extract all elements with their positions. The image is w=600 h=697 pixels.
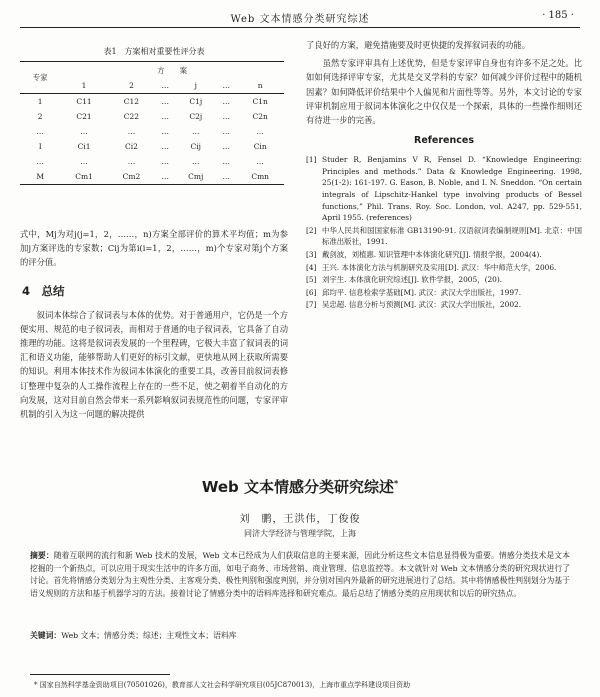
table-col-head: 1 — [60, 78, 107, 94]
reference-item — [306, 154, 582, 224]
table-cell: … — [256, 127, 264, 136]
abstract — [30, 550, 570, 600]
table-cell: … — [192, 127, 200, 136]
abstract-text: 随着互联网的流行和新 Web 技术的发展，Web 文本已经成为人们获取信息的主要来源，因此分析这些文本信息显得极为重要。情感分类技术是文本挖掘的一个新热点，可以应用于现实生活中的许多方面，如电子商务、市场营销、商业管理、信息监控等。本文就针对 Web 文本情感分类的研究现状进行了讨论。首先将情感分类划分为主观性分类、主客观分类、极性判别和强度判别，并分别对国内外最新的研究进展进行了总结。其中将情感极性判别划分为基于语义规则的方法和基于机器学习的方法。接着讨论了情感分类中的语料库选择和研究难点。最后总结了情感分类的应用现状和以后的研究热点。 — [30, 551, 570, 598]
table-cell: … — [216, 169, 236, 185]
table-cell: … — [161, 97, 169, 106]
table-col-head: n — [236, 78, 284, 94]
table-row — [20, 139, 284, 154]
formula-explanation: 式中，Mj为对j(j=1，2，……，n)方案全部评价的算术平均值；m为参加j方案评选的专家数；Cij为第i(i=1，2，……，m)个专家对第j个方案的评分值。 — [20, 229, 288, 268]
reference-number: [1] — [306, 155, 317, 165]
reference-item — [306, 262, 582, 274]
table-cell: 2 — [37, 112, 43, 121]
table-cell: C2n — [252, 112, 268, 121]
reference-number: [2] — [306, 225, 317, 235]
table-cell: C11 — [76, 97, 92, 106]
reference-number: [3] — [306, 249, 317, 259]
reference-text: 戴剑波，刘植惠. 知识管理中本体演化研究[J]. 情报学报，2004(4). — [322, 249, 542, 259]
reference-item — [306, 287, 582, 299]
page-number: · 185 · — [542, 10, 574, 21]
reference-number: [6] — [306, 287, 317, 297]
table-cell: … — [127, 127, 136, 136]
table-row — [20, 109, 284, 124]
table-cell: Ci1 — [77, 142, 91, 151]
table-cell: I — [38, 142, 42, 151]
table-cell: C2j — [189, 112, 203, 121]
table-cell: … — [192, 157, 200, 166]
reference-item — [306, 225, 582, 248]
table-caption: 表1 方案相对重要性评分表 — [103, 47, 205, 56]
table-col-head: j — [175, 78, 216, 94]
table-cell: Cin — [253, 142, 267, 151]
table-head-scheme: 方 案 — [60, 62, 284, 79]
reference-text: 刘宇生. 本体演化研究综述[J]. 软件学报，2005，(20). — [322, 275, 503, 285]
keywords — [30, 630, 570, 641]
running-header-title: Web 文本情感分类研究综述 — [230, 14, 370, 25]
references-heading: References — [414, 135, 474, 147]
right-column — [306, 32, 582, 312]
limitations-paragraph: 虽然专家评审具有上述优势，但是专家评审自身也有许多不足之处。比如如何选择评审专家，尤其是交叉学科的专家？如何减少评价过程中的随机因素？如何降低评价结果中个人偏见和片面性等等。另外，本文讨论的专家评审机制应用于叙词本体演化之中仅仅是一个探索，具体的一些操作细则还有待进一步的完善。 — [306, 58, 582, 126]
keywords-text: Web 文本；情感分类；综述；主观性文本；语料库 — [61, 631, 237, 640]
evaluation-table — [20, 61, 284, 185]
table-cell: C12 — [123, 97, 140, 106]
table-col-head: … — [216, 78, 236, 94]
table-cell: … — [36, 157, 44, 166]
article-title-text: Web 文本情感分类研究综述 — [201, 478, 394, 496]
article-affiliation: 同济大学经济与管理学院，上海 — [244, 529, 356, 538]
table-cell: M — [20, 169, 60, 185]
reference-number: [5] — [306, 275, 317, 285]
reference-item — [306, 274, 582, 286]
reference-text: 王兴. 本体演化方法与机制研究及实用[D]. 武汉：华中师范大学，2006. — [322, 262, 557, 272]
abstract-label: 摘要： — [30, 551, 54, 560]
table-cell: … — [222, 97, 231, 106]
table-cell: C1j — [189, 97, 203, 106]
table-row — [20, 124, 284, 139]
summary-paragraph: 叙词本体综合了叙词表与本体的优势。对于普通用户，它仍是一个方便实用、规范的电子叙词表，而相对于普通的电子叙词表，它具备了自动推理的功能。这将是叙词表发展的一个里程碑，它极大丰富了叙词表的词汇和语义功能，能够帮助人们更好的标引文献，更快地从网上获取所需要的知识。利用本体技术作为叙词本体演化的重要工具，改善目前叙词表修订整理中复杂的人工操作流程上存在的一些不足，使之朝着半自动化的方向发展，这对目前自然会带来一系列影响叙词表规范性的问题，专家评审机制的引入为这一问题的解决提供 — [20, 309, 288, 420]
table-cell: … — [222, 112, 231, 121]
table-col-head: 2 — [108, 78, 155, 94]
reference-item — [306, 249, 582, 261]
title-footnote-mark: * — [393, 479, 399, 488]
table-cell: Cij — [190, 142, 201, 151]
table-row — [20, 154, 284, 169]
footnote-rule — [30, 674, 170, 675]
table-cell: … — [36, 127, 44, 136]
reference-text: 吴忠超. 信息分析与预测[M]. 武汉：武汉大学出版社，2002. — [322, 300, 522, 310]
left-column — [20, 32, 288, 421]
table-row — [20, 169, 284, 185]
table-cell: Cmn — [236, 169, 284, 185]
reference-text: 邱均平. 信息检索学基础[M]. 武汉：武汉大学出版社，1997. — [322, 287, 522, 297]
table-cell: … — [222, 157, 231, 166]
continuation-paragraph: 了良好的方案，避免措施要及时更快捷的发挥叙词表的功能。 — [306, 40, 531, 50]
table-row — [20, 94, 284, 110]
table-col-head: … — [155, 78, 175, 94]
table-cell: … — [155, 169, 175, 185]
article-authors: 刘 鹏，王洪伟，丁俊俊 — [239, 514, 361, 525]
table-cell: … — [222, 127, 231, 136]
keywords-label: 关键词： — [30, 631, 62, 640]
table-cell: C1n — [252, 97, 268, 106]
article-title — [0, 476, 600, 497]
table-cell: Ci2 — [124, 142, 138, 151]
table-cell: 1 — [37, 97, 43, 106]
table-cell: … — [161, 127, 169, 136]
reference-number: [7] — [306, 300, 317, 310]
table-cell: … — [161, 157, 169, 166]
table-cell: … — [127, 157, 136, 166]
table-cell: … — [161, 112, 169, 121]
table-cell: … — [161, 142, 169, 151]
table-cell: … — [256, 157, 264, 166]
header-rule — [20, 27, 580, 28]
reference-text: 中华人民共和国国家标准 GB13190-91. 汉语叙词表编制规则[M]. 北京：中国标准出版社，1991. — [322, 225, 582, 247]
table-cell: … — [222, 142, 231, 151]
table-cell: Cm1 — [60, 169, 107, 185]
table-cell: … — [80, 157, 88, 166]
section-heading: 4 总结 — [22, 283, 65, 298]
table-cell: C21 — [76, 112, 92, 121]
reference-number: [4] — [306, 262, 317, 272]
table-head-expert: 专家 — [20, 62, 60, 94]
table-cell: C22 — [123, 112, 140, 121]
table-cell: Cmj — [175, 169, 216, 185]
reference-text: Studer R, Benjamins V R, Fensel D. “Knowledge Engineering: Principles and methods.” Data & Knowledge Engineering. 1998, 25(1-2): 161-197. G. Eason, B. Noble, and I. N. Sneddon. “On certain integrals of Lipschitz-Hankel type involving products of Bessel functions,” Phil. Trans. Roy. Soc. London, vol. A247, pp. 529-551, April 1955. (references) — [322, 155, 582, 223]
table-cell: … — [80, 127, 88, 136]
footnote: * 国家自然科学基金资助项目(70501026)，教育部人文社会科学研究项目(05JC870013)，上海市重点学科建设项目资助 — [34, 681, 411, 689]
reference-list — [306, 154, 582, 311]
table-cell: Cm2 — [108, 169, 155, 185]
reference-item — [306, 299, 582, 311]
